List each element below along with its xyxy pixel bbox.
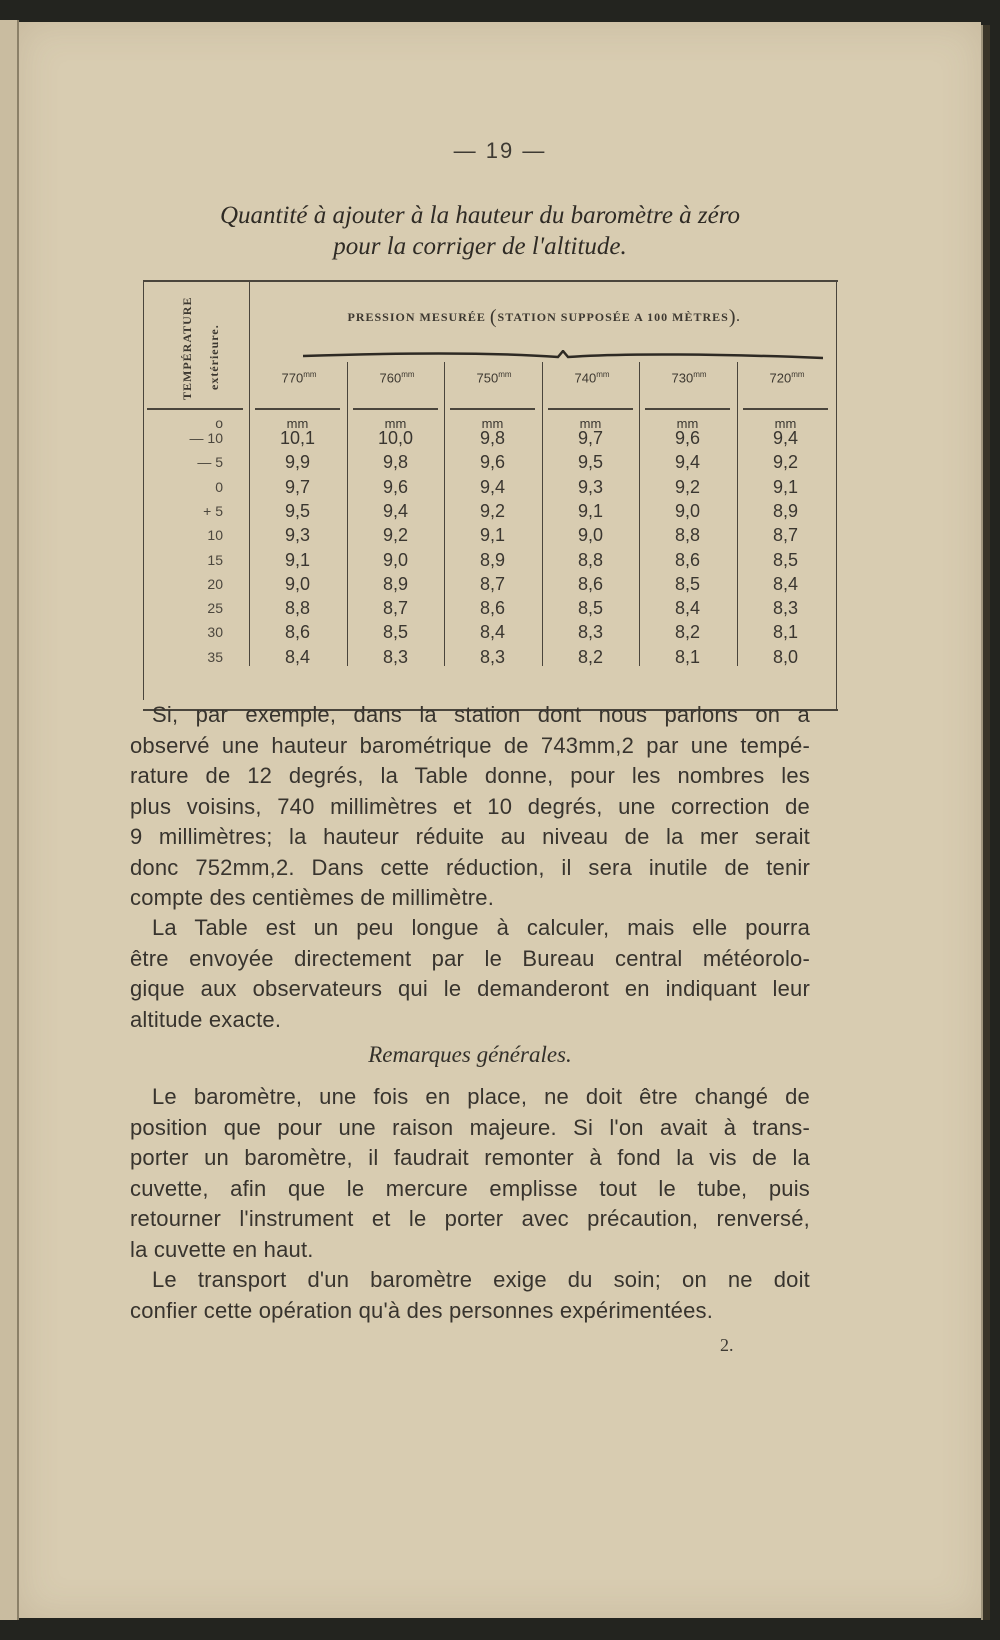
correction-value-cell: 8,5 [382,622,409,643]
correction-value-cell: 9,9 [284,452,311,473]
pressure-column-header: $750^{mm}$ [476,370,512,386]
correction-value-cell: 8,7 [772,525,799,546]
correction-value-cell: 8,5 [577,598,604,619]
correction-value-cell: 9,5 [577,452,604,473]
correction-value-cell: 8,7 [479,573,506,594]
correction-value-cell: 9,8 [479,428,506,448]
correction-value-cell: 8,9 [479,549,506,570]
temperature-cell: 0 [215,478,223,495]
text-line: altitude exacte. [130,1006,282,1032]
correction-value-cell: 9,4 [674,452,701,473]
temperature-cell: 15 [207,551,223,568]
correction-table [143,280,838,712]
correction-value-cell: 8,5 [772,549,799,570]
page-stack-edge [981,25,990,1620]
correction-value-cell: 8,1 [772,622,799,643]
correction-value-cell: 8,4 [284,646,311,667]
text-line: compte des centièmes de millimètre. [130,885,495,910]
correction-value-cell: 9,1 [772,476,799,497]
section-heading: Remarques générales. [368,1042,572,1067]
text-line: retourner l'instrument et le porter avec précaution, renversé, [130,1206,810,1231]
text-line: observé une hauteur barométrique de 743mm,2 par une tempé- [130,732,810,758]
correction-value-cell: 9,6 [382,476,409,497]
unit-label: mm [384,416,407,431]
correction-value-cell: 9,7 [284,476,311,497]
temperature-cell: 35 [207,648,223,665]
temperature-cell: — 5 [197,454,223,471]
correction-value-cell: 8,4 [674,598,701,619]
correction-value-cell: 8,3 [479,646,506,667]
text-line: rature de 12 degrés, la Table donne, pour les nombres les [130,763,810,788]
correction-value-cell: 8,8 [577,549,604,570]
degree-unit: o [215,415,223,431]
unit-label: mm [481,416,504,431]
correction-value-cell: 9,2 [674,476,701,497]
correction-value-cell: 8,3 [772,598,799,619]
text-line: 9 millimètres; la hauteur réduite au niveau de la mer serait [130,824,810,849]
text-line: être envoyée directement par le Bureau central météorolo- [130,945,810,971]
correction-value-cell: 8,2 [674,622,701,643]
page-number: — 19 — [453,138,547,163]
paragraph-example [130,700,810,914]
text-line: donc 752mm,2. Dans cette réduction, il sera inutile de tenir [130,854,810,880]
paragraph-table-availability [130,913,810,1035]
correction-value-cell: 9,7 [577,428,604,448]
unit-label: mm [774,416,797,431]
correction-value-cell: 9,1 [284,549,311,570]
pressure-header-note: STATION SUPPOSÉE A 100 MÈTRES [497,310,729,324]
unit-label: mm [579,416,602,431]
table-title-line-2: pour la corriger de l'altitude. [333,233,627,260]
table-top-rule [143,280,838,282]
correction-value-cell: 8,0 [772,646,799,667]
correction-value-cell: 9,0 [382,549,409,570]
text-line: gique aux observateurs qui le demanderont en indiquant leur [130,976,810,1001]
correction-value-cell: 8,3 [382,646,409,667]
correction-value-cell: 8,4 [479,622,506,643]
temperature-cell: 25 [207,600,223,617]
text-line: Le transport d'un baromètre exige du soin; on ne doit [152,1267,810,1292]
table-title-line-1: Quantité à ajouter à la hauteur du baromètre à zéro [219,202,741,229]
header-underline [645,408,730,410]
paragraph-moving-barometer [130,1082,810,1265]
temperature-header: TEMPÉRATURE [180,296,194,400]
unit-label: mm [286,416,309,431]
unit-label: mm [676,416,699,431]
correction-value-cell: 9,3 [284,525,311,546]
header-brace [303,350,823,364]
pressure-header: PRESSION MESURÉE (STATION SUPPOSÉE A 100 MÈTRES). [347,306,741,328]
correction-value-cell: 9,0 [284,573,311,594]
text-line: La Table est un peu longue à calculer, mais elle pourra [152,915,810,940]
correction-value-cell: 9,5 [284,500,311,521]
pressure-column-header: $730^{mm}$ [671,370,707,386]
correction-value-cell: 8,4 [772,573,799,594]
header-underline [147,408,243,410]
correction-value-cell: 8,7 [382,598,409,619]
correction-value-cell: 9,3 [577,476,604,497]
correction-value-cell: 9,2 [772,452,799,473]
pressure-column-header: $760^{mm}$ [379,370,415,386]
header-underline [255,408,340,410]
correction-value-cell: 9,8 [382,452,409,473]
header-underline [743,408,828,410]
text-line: la cuvette en haut. [130,1236,314,1262]
adjacent-page-edge [0,20,19,1620]
correction-value-cell: 8,6 [284,622,311,643]
paragraph-transport [130,1265,810,1326]
correction-value-cell: 9,6 [674,428,701,448]
correction-value-cell: 9,2 [382,525,409,546]
signature-mark: 2. [720,1335,734,1355]
correction-value-cell: 9,4 [479,476,506,497]
table-right-rule [836,280,837,710]
correction-value-cell: 9,0 [674,500,701,521]
correction-value-cell: 8,5 [674,573,701,594]
correction-value-cell: 8,9 [772,500,799,521]
header-underline [353,408,438,410]
temperature-subheader: extérieure. [207,324,221,390]
pressure-column-header: $720^{mm}$ [769,370,805,386]
correction-value-cell: 9,1 [479,525,506,546]
correction-value-cell: 8,6 [674,549,701,570]
text-line: Si, par exemple, dans la station dont nous parlons on a [152,702,810,727]
text-line: Le baromètre, une fois en place, ne doit être changé de [152,1084,810,1109]
correction-value-cell: 8,1 [674,646,701,667]
text-line: porter un baromètre, il faudrait remonter à fond la vis de la [130,1145,810,1170]
pressure-column-header: $740^{mm}$ [574,370,610,386]
correction-value-cell: 9,4 [382,500,409,521]
text-line: position que pour une raison majeure. Si l'on avait à trans- [130,1114,810,1140]
header-underline [450,408,535,410]
header-underline [548,408,633,410]
correction-value-cell: 8,6 [577,573,604,594]
correction-value-cell: 9,2 [479,500,506,521]
pressure-column-header: $770^{mm}$ [281,370,317,386]
correction-value-cell: 8,6 [479,598,506,619]
correction-value-cell: 10,1 [279,428,316,448]
correction-value-cell: 8,3 [577,622,604,643]
correction-value-cell: 9,4 [772,428,799,448]
pressure-header-label: PRESSION MESURÉE [347,310,486,324]
text-line: confier cette opération qu'à des personnes expérimentées. [130,1297,714,1323]
temperature-cell: 10 [207,527,223,544]
correction-value-cell: 9,0 [577,525,604,546]
correction-value-cell: 8,8 [674,525,701,546]
correction-value-cell: 9,1 [577,500,604,521]
temperature-cell: 20 [207,575,223,592]
correction-value-cell: 10,0 [377,428,414,448]
text-line: cuvette, afin que le mercure emplisse tout le tube, puis [130,1175,810,1201]
correction-value-cell: 8,8 [284,598,311,619]
correction-value-cell: 8,2 [577,646,604,667]
temperature-cell: — 10 [189,430,223,446]
correction-value-cell: 9,6 [479,452,506,473]
temperature-cell: + 5 [203,502,223,519]
text-line: plus voisins, 740 millimètres et 10 degrés, une correction de [130,793,810,819]
correction-value-cell: 8,9 [382,573,409,594]
temperature-cell: 30 [207,624,223,641]
